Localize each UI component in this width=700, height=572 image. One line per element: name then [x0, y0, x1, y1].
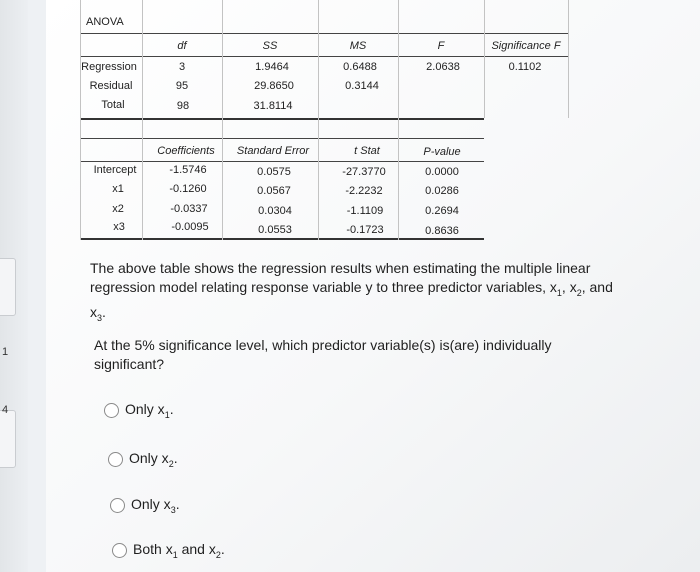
coef-header-tstat: t Stat	[354, 145, 380, 157]
anova-header-ms: MS	[349, 40, 367, 52]
coef-cell: 0.0567	[257, 185, 291, 197]
option-label: Only $x_1$.	[125, 400, 174, 420]
anova-cell: 0.6488	[343, 61, 377, 73]
intro-line-1: The above table shows the regression results when estimating the multiple linear	[90, 260, 591, 276]
coef-header-se: Standard Error	[236, 145, 310, 157]
anova-bottom-rule	[80, 118, 484, 120]
coef-cell: -2.2232	[345, 185, 383, 197]
left-question-box	[0, 258, 16, 316]
anova-row-label: Regression	[81, 61, 137, 73]
intro-line-2: regression model relating response variable y to three predictor variables, $x_1$, $x_2$, and	[90, 279, 613, 298]
anova-cell: 29.8650	[254, 80, 294, 92]
radio-button[interactable]	[112, 543, 127, 558]
anova-header-ss: SS	[262, 40, 278, 52]
coef-header-pvalue: P-value	[423, 146, 461, 158]
anova-cell: 95	[175, 80, 189, 92]
coef-cell: -0.1723	[346, 224, 384, 236]
anova-cell: 3	[178, 61, 186, 73]
coef-row-label: x1	[112, 183, 124, 195]
question-intro	[90, 259, 670, 328]
coef-cell: -0.0095	[171, 221, 209, 233]
anova-cell: 31.8114	[253, 100, 293, 112]
coef-cell: 0.0553	[258, 224, 292, 236]
coef-cell: 0.0304	[258, 205, 292, 217]
coef-cell: 0.0286	[425, 185, 459, 197]
coef-cell: 0.8636	[425, 225, 459, 237]
coef-cell: -27.3770	[342, 166, 386, 178]
coef-cell: 0.2694	[425, 205, 459, 217]
option-label: Both $x_1$ and $x_2$.	[133, 540, 225, 560]
question-number: 1	[2, 346, 9, 358]
coef-cell: 0.0000	[425, 166, 459, 178]
anova-cell: 1.9464	[255, 61, 289, 73]
option-label: Only $x_2$.	[129, 449, 178, 469]
coef-cell: -0.0337	[170, 203, 208, 215]
coef-header-rule	[80, 161, 484, 162]
coef-cell: 0.0575	[257, 166, 291, 178]
anova-cell: 98	[176, 100, 190, 112]
coef-cell: -1.1109	[346, 205, 384, 217]
option-only-x1[interactable]	[104, 400, 174, 420]
anova-row-label: Total	[101, 99, 125, 111]
option-label: Only $x_3$.	[131, 495, 180, 515]
anova-table	[0, 0, 700, 250]
question-prompt	[94, 336, 674, 374]
coef-row-label: x2	[112, 203, 124, 215]
anova-cell: 2.0638	[426, 61, 460, 73]
anova-header-rule	[80, 56, 568, 57]
coef-header-coef: Coefficients	[157, 145, 215, 157]
coef-row-label: x3	[113, 221, 125, 233]
anova-top-rule	[80, 33, 568, 34]
option-only-x3[interactable]	[110, 495, 180, 515]
anova-cell: 0.1102	[508, 61, 542, 73]
coef-bottom-rule	[80, 238, 484, 240]
question-number: 4	[2, 404, 9, 416]
anova-header-df: df	[177, 40, 187, 52]
option-both-x1-x2[interactable]	[112, 540, 225, 560]
anova-title: ANOVA	[86, 16, 124, 28]
radio-button[interactable]	[110, 498, 125, 513]
coef-cell: -0.1260	[169, 183, 207, 195]
coef-row-label: Intercept	[93, 164, 137, 176]
prompt-line-1: At the 5% significance level, which predictor variable(s) is(are) individually	[94, 337, 552, 353]
radio-button[interactable]	[104, 403, 119, 418]
prompt-line-2: significant?	[94, 356, 165, 372]
anova-cell: 0.3144	[345, 80, 379, 92]
coef-cell: -1.5746	[169, 164, 207, 176]
radio-button[interactable]	[108, 452, 123, 467]
option-only-x2[interactable]	[108, 449, 178, 469]
coef-top-rule	[80, 138, 484, 139]
anova-header-f: F	[437, 40, 445, 52]
left-question-box	[0, 410, 16, 468]
anova-header-sigf: Significance F	[491, 40, 561, 52]
intro-line-3: $x_3$.	[90, 303, 106, 323]
anova-row-label: Residual	[89, 80, 133, 92]
